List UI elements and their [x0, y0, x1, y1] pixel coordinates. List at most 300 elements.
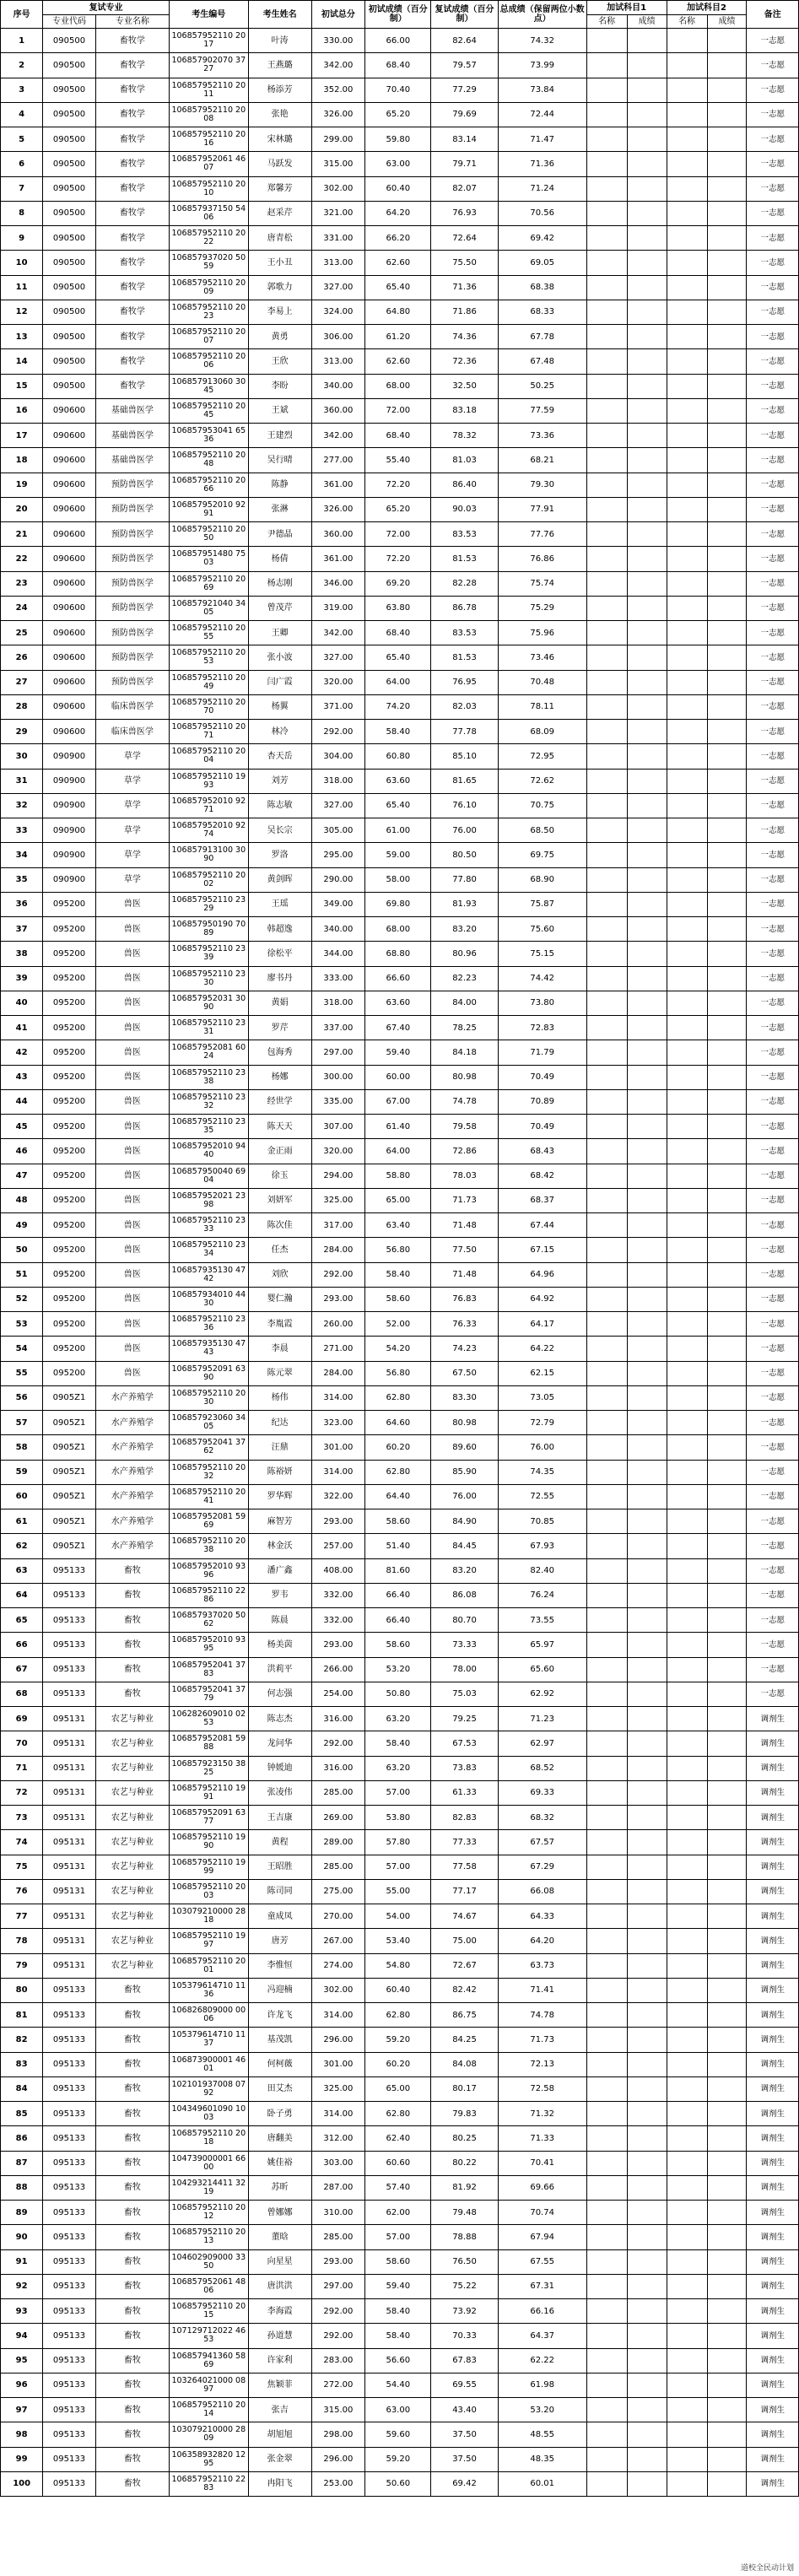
cell: 090500: [43, 201, 96, 225]
cell: 5: [1, 127, 43, 152]
cell: [627, 1385, 667, 1410]
cell: [627, 1707, 667, 1731]
cell: 一志愿: [747, 201, 799, 225]
cell: 64.37: [498, 2324, 586, 2348]
cell: 106857952061 4806: [169, 2274, 248, 2298]
table-row: [1, 769, 799, 793]
cell: 吴行晴: [248, 448, 311, 473]
cell: [667, 2225, 707, 2249]
cell: 090500: [43, 226, 96, 251]
cell: 畜牧学: [95, 374, 169, 398]
cell: 一志愿: [747, 398, 799, 423]
cell: 106857952091 6377: [169, 1806, 248, 1830]
cell: 74: [1, 1830, 43, 1855]
cell: 78: [1, 1929, 43, 1953]
cell: 兽医: [95, 1262, 169, 1287]
cell: [707, 1312, 747, 1337]
cell: [627, 1806, 667, 1830]
cell: 095133: [43, 2447, 96, 2471]
cell: 75: [1, 1855, 43, 1879]
cell: 69.05: [498, 251, 586, 275]
cell: 张小波: [248, 645, 311, 670]
cell: [586, 991, 627, 1015]
cell: 73.46: [498, 645, 586, 670]
cell: [627, 942, 667, 966]
cell: 畜牧学: [95, 102, 169, 127]
cell: 50.80: [365, 1682, 431, 1706]
cell: [586, 349, 627, 374]
cell: [667, 53, 707, 78]
table-row: [1, 942, 799, 966]
cell: 71.23: [498, 1707, 586, 1731]
cell: 预防兽医学: [95, 596, 169, 620]
cell: 095133: [43, 1657, 96, 1682]
cell: [586, 1385, 627, 1410]
table-row: [1, 917, 799, 942]
cell: 64.17: [498, 1312, 586, 1337]
cell: [627, 1164, 667, 1188]
cell: 60.20: [365, 1435, 431, 1460]
table-row: [1, 275, 799, 300]
cell: 36: [1, 892, 43, 916]
cell: 60.80: [365, 744, 431, 769]
cell: 52.00: [365, 1312, 431, 1337]
cell: [667, 942, 707, 966]
cell: [586, 1682, 627, 1706]
cell: [627, 1830, 667, 1855]
cell: 赵采芹: [248, 201, 311, 225]
cell: 090500: [43, 127, 96, 152]
cell: 68.00: [365, 917, 431, 942]
cell: 畜牧学: [95, 226, 169, 251]
cell: 王卿: [248, 621, 311, 645]
cell: [627, 720, 667, 744]
cell: 畜牧学: [95, 325, 169, 349]
cell: [627, 645, 667, 670]
cell: 42: [1, 1040, 43, 1065]
cell: 调剂生: [747, 2348, 799, 2373]
cell: [707, 571, 747, 596]
cell: 49: [1, 1213, 43, 1238]
cell: [586, 1707, 627, 1731]
cell: 兽医: [95, 1238, 169, 1262]
cell: 095131: [43, 1879, 96, 1904]
cell: 农艺与种业: [95, 1929, 169, 1953]
table-row: [1, 621, 799, 645]
cell: [627, 1657, 667, 1682]
cell: 54.40: [365, 2373, 431, 2397]
cell: 水产养殖学: [95, 1460, 169, 1484]
cell: 090600: [43, 522, 96, 547]
cell: 104293214411 3219: [169, 2175, 248, 2200]
cell: 75.87: [498, 892, 586, 916]
cell: 杨娜: [248, 1065, 311, 1089]
cell: 106857952110 2333: [169, 1213, 248, 1238]
cell: 325.00: [311, 2076, 365, 2101]
cell: 王建烈: [248, 424, 311, 448]
cell: 285.00: [311, 1780, 365, 1805]
cell: 106873900001 4601: [169, 2052, 248, 2076]
cell: 农艺与种业: [95, 1731, 169, 1756]
cell: [586, 102, 627, 127]
cell: 调剂生: [747, 2151, 799, 2175]
cell: [667, 571, 707, 596]
cell: 68.50: [498, 818, 586, 843]
cell: 63.73: [498, 1953, 586, 1978]
cell: 090900: [43, 818, 96, 843]
cell: 095133: [43, 2225, 96, 2249]
cell: 342.00: [311, 621, 365, 645]
cell: 74.36: [431, 325, 498, 349]
cell: 82.07: [431, 176, 498, 201]
cell: [586, 1978, 627, 2002]
cell: [586, 744, 627, 769]
cell: [707, 2201, 747, 2225]
cell: 43: [1, 1065, 43, 1089]
cell: 290.00: [311, 867, 365, 892]
cell: 陈静: [248, 473, 311, 497]
cell: 106857952110 2004: [169, 744, 248, 769]
cell: 潘广鑫: [248, 1558, 311, 1583]
cell: 58.60: [365, 1287, 431, 1311]
cell: 55.40: [365, 448, 431, 473]
cell: [586, 1509, 627, 1534]
cell: [627, 1312, 667, 1337]
cell: 74.67: [431, 1904, 498, 1929]
cell: [586, 1188, 627, 1212]
cell: 畜牧学: [95, 176, 169, 201]
cell: 0905Z1: [43, 1484, 96, 1509]
cell: 66.20: [365, 226, 431, 251]
cell: 106857913060 3045: [169, 374, 248, 398]
cell: 67.78: [498, 325, 586, 349]
cell: 22: [1, 547, 43, 571]
table-row: [1, 892, 799, 916]
cell: 095200: [43, 1016, 96, 1040]
cell: 68.38: [498, 275, 586, 300]
cell: 090600: [43, 670, 96, 694]
cell: [707, 694, 747, 719]
cell: 77.33: [431, 1830, 498, 1855]
cell: [586, 1411, 627, 1435]
cell: 王瑶: [248, 892, 311, 916]
cell: [707, 424, 747, 448]
cell: 58.40: [365, 2299, 431, 2324]
cell: 293.00: [311, 1509, 365, 1534]
cell: 47: [1, 1164, 43, 1188]
cell: 106857952110 2048: [169, 448, 248, 473]
cell: 一志愿: [747, 1238, 799, 1262]
table-row: [1, 1089, 799, 1114]
cell: 调剂生: [747, 1731, 799, 1756]
cell: 一志愿: [747, 473, 799, 497]
cell: 农艺与种业: [95, 1830, 169, 1855]
cell: 69.42: [431, 2471, 498, 2496]
cell: [586, 1040, 627, 1065]
cell: 61.33: [431, 1780, 498, 1805]
cell: 68.32: [498, 1806, 586, 1830]
cell: 闫广霞: [248, 670, 311, 694]
cell: 畜牧学: [95, 251, 169, 275]
cell: 361.00: [311, 473, 365, 497]
cell: 68.40: [365, 424, 431, 448]
cell: 76.95: [431, 670, 498, 694]
cell: 84.45: [431, 1534, 498, 1558]
cell: 农艺与种业: [95, 1756, 169, 1780]
cell: 106857952110 2012: [169, 2201, 248, 2225]
cell: 68: [1, 1682, 43, 1706]
cell: [627, 1411, 667, 1435]
cell: [667, 1337, 707, 1361]
cell: 095133: [43, 2422, 96, 2447]
cell: 一志愿: [747, 1115, 799, 1139]
cell: 289.00: [311, 1830, 365, 1855]
cell: 调剂生: [747, 1806, 799, 1830]
cell: [667, 2324, 707, 2348]
cell: [667, 300, 707, 324]
cell: 300.00: [311, 1065, 365, 1089]
cell: 兽医: [95, 1361, 169, 1385]
cell: 水产养殖学: [95, 1435, 169, 1460]
cell: 3: [1, 78, 43, 102]
cell: 095133: [43, 2003, 96, 2028]
cell: [667, 1016, 707, 1040]
cell: 58.60: [365, 2249, 431, 2274]
cell: 77.91: [498, 497, 586, 521]
cell: [586, 152, 627, 176]
cell: 106857902070 3727: [169, 53, 248, 78]
cell: [627, 2398, 667, 2422]
cell: 0905Z1: [43, 1385, 96, 1410]
cell: 352.00: [311, 78, 365, 102]
cell: 基茂凯: [248, 2028, 311, 2052]
cell: 66.08: [498, 1879, 586, 1904]
cell: [667, 1435, 707, 1460]
cell: [667, 1780, 707, 1805]
cell: [627, 1065, 667, 1089]
cell: 64.80: [365, 300, 431, 324]
cell: 调剂生: [747, 1978, 799, 2002]
cell: 67.55: [498, 2249, 586, 2274]
cell: 黄娟: [248, 991, 311, 1015]
cell: 72.20: [365, 473, 431, 497]
cell: 095200: [43, 1262, 96, 1287]
cell: 60.20: [365, 2052, 431, 2076]
cell: 刘妍军: [248, 1188, 311, 1212]
cell: 35: [1, 867, 43, 892]
cell: 090600: [43, 596, 96, 620]
cell: [627, 1213, 667, 1238]
cell: 畜牧学: [95, 29, 169, 53]
cell: 76: [1, 1879, 43, 1904]
cell: 095131: [43, 1904, 96, 1929]
cell: [627, 843, 667, 867]
table-row: [1, 1929, 799, 1953]
header-note: 备注: [747, 1, 799, 29]
cell: 一志愿: [747, 1633, 799, 1657]
cell: 69: [1, 1707, 43, 1731]
cell: 312.00: [311, 2126, 365, 2151]
cell: [707, 2076, 747, 2101]
cell: 58: [1, 1435, 43, 1460]
cell: 106857952110 2041: [169, 1484, 248, 1509]
cell: [707, 1040, 747, 1065]
cell: [586, 2471, 627, 2496]
cell: 317.00: [311, 1213, 365, 1238]
cell: [667, 2348, 707, 2373]
cell: 唐洪洪: [248, 2274, 311, 2298]
header-seq: 序号: [1, 1, 43, 29]
cell: 106857952110 2336: [169, 1312, 248, 1337]
cell: 095200: [43, 1164, 96, 1188]
cell: 77.29: [431, 78, 498, 102]
cell: 调剂生: [747, 1904, 799, 1929]
cell: 32.50: [431, 374, 498, 398]
cell: [627, 374, 667, 398]
cell: [627, 1780, 667, 1805]
cell: [707, 2447, 747, 2471]
cell: 何柯薇: [248, 2052, 311, 2076]
cell: [627, 349, 667, 374]
cell: [586, 2052, 627, 2076]
cell: 58.00: [365, 867, 431, 892]
cell: [586, 1756, 627, 1780]
cell: 何志强: [248, 1682, 311, 1706]
cell: 106857952110 2330: [169, 966, 248, 991]
cell: 兽医: [95, 892, 169, 916]
cell: 095131: [43, 1929, 96, 1953]
cell: [707, 1608, 747, 1633]
cell: 62.80: [365, 1385, 431, 1410]
cell: 095200: [43, 966, 96, 991]
cell: 77.80: [431, 867, 498, 892]
table-row: [1, 2151, 799, 2175]
header-exam-no: 考生编号: [169, 1, 248, 29]
cell: 一志愿: [747, 596, 799, 620]
cell: [707, 621, 747, 645]
header-extra1-name: 名称: [586, 15, 627, 29]
cell: [586, 29, 627, 53]
cell: 67.40: [365, 1016, 431, 1040]
cell: 田艾杰: [248, 2076, 311, 2101]
cell: 32: [1, 793, 43, 818]
cell: [667, 424, 707, 448]
cell: [707, 2102, 747, 2126]
cell: [586, 201, 627, 225]
cell: [707, 1089, 747, 1114]
cell: [707, 1385, 747, 1410]
cell: 王昭胜: [248, 1855, 311, 1879]
cell: 80.22: [431, 2151, 498, 2175]
cell: 58.40: [365, 2324, 431, 2348]
cell: 69.55: [431, 2373, 498, 2397]
cell: 296.00: [311, 2447, 365, 2471]
cell: 农艺与种业: [95, 1707, 169, 1731]
cell: 095133: [43, 2249, 96, 2274]
cell: [586, 127, 627, 152]
cell: 一志愿: [747, 349, 799, 374]
cell: 一志愿: [747, 645, 799, 670]
cell: [667, 2102, 707, 2126]
cell: 草学: [95, 769, 169, 793]
cell: 106857952110 2010: [169, 176, 248, 201]
cell: [707, 1065, 747, 1089]
cell: 一志愿: [747, 1262, 799, 1287]
cell: 马跃发: [248, 152, 311, 176]
cell: 293.00: [311, 1633, 365, 1657]
cell: 调剂生: [747, 1756, 799, 1780]
cell: 73.92: [431, 2299, 498, 2324]
cell: [586, 522, 627, 547]
cell: 314.00: [311, 1385, 365, 1410]
cell: [667, 1040, 707, 1065]
cell: 104739000001 6600: [169, 2151, 248, 2175]
cell: 106857952041 3783: [169, 1657, 248, 1682]
cell: [586, 2003, 627, 2028]
cell: 095133: [43, 2373, 96, 2397]
cell: 兽医: [95, 1213, 169, 1238]
cell: 70: [1, 1731, 43, 1756]
cell: [627, 1139, 667, 1164]
cell: 090500: [43, 152, 96, 176]
cell: [707, 1707, 747, 1731]
cell: 72.64: [431, 226, 498, 251]
cell: 60.40: [365, 176, 431, 201]
cell: [586, 645, 627, 670]
cell: [586, 942, 627, 966]
table-row: [1, 596, 799, 620]
table-row: [1, 1065, 799, 1089]
cell: 调剂生: [747, 2398, 799, 2422]
cell: 106857923060 3405: [169, 1411, 248, 1435]
cell: [586, 1953, 627, 1978]
cell: 徐松平: [248, 942, 311, 966]
cell: [586, 1780, 627, 1805]
cell: 罗洛: [248, 843, 311, 867]
cell: 62.80: [365, 2003, 431, 2028]
cell: 095131: [43, 1780, 96, 1805]
cell: [707, 966, 747, 991]
table-row: [1, 2052, 799, 2076]
table-row: [1, 1509, 799, 1534]
table-row: [1, 1262, 799, 1287]
cell: 284.00: [311, 1238, 365, 1262]
cell: 64.60: [365, 1411, 431, 1435]
cell: 74.32: [498, 29, 586, 53]
cell: [667, 1583, 707, 1607]
cell: 65.40: [365, 645, 431, 670]
cell: [627, 2126, 667, 2151]
cell: 58.80: [365, 1164, 431, 1188]
cell: 57: [1, 1411, 43, 1435]
table-row: [1, 448, 799, 473]
cell: [627, 1929, 667, 1953]
cell: [586, 1115, 627, 1139]
cell: 335.00: [311, 1089, 365, 1114]
cell: [707, 1780, 747, 1805]
cell: [627, 571, 667, 596]
cell: 090900: [43, 793, 96, 818]
cell: [707, 1806, 747, 1830]
cell: 095200: [43, 1040, 96, 1065]
cell: 60.60: [365, 2151, 431, 2175]
cell: 临床兽医学: [95, 720, 169, 744]
cell: 66.40: [365, 1608, 431, 1633]
cell: 86.78: [431, 596, 498, 620]
cell: 一志愿: [747, 1188, 799, 1212]
cell: 77.58: [431, 1855, 498, 1879]
cell: [586, 1337, 627, 1361]
